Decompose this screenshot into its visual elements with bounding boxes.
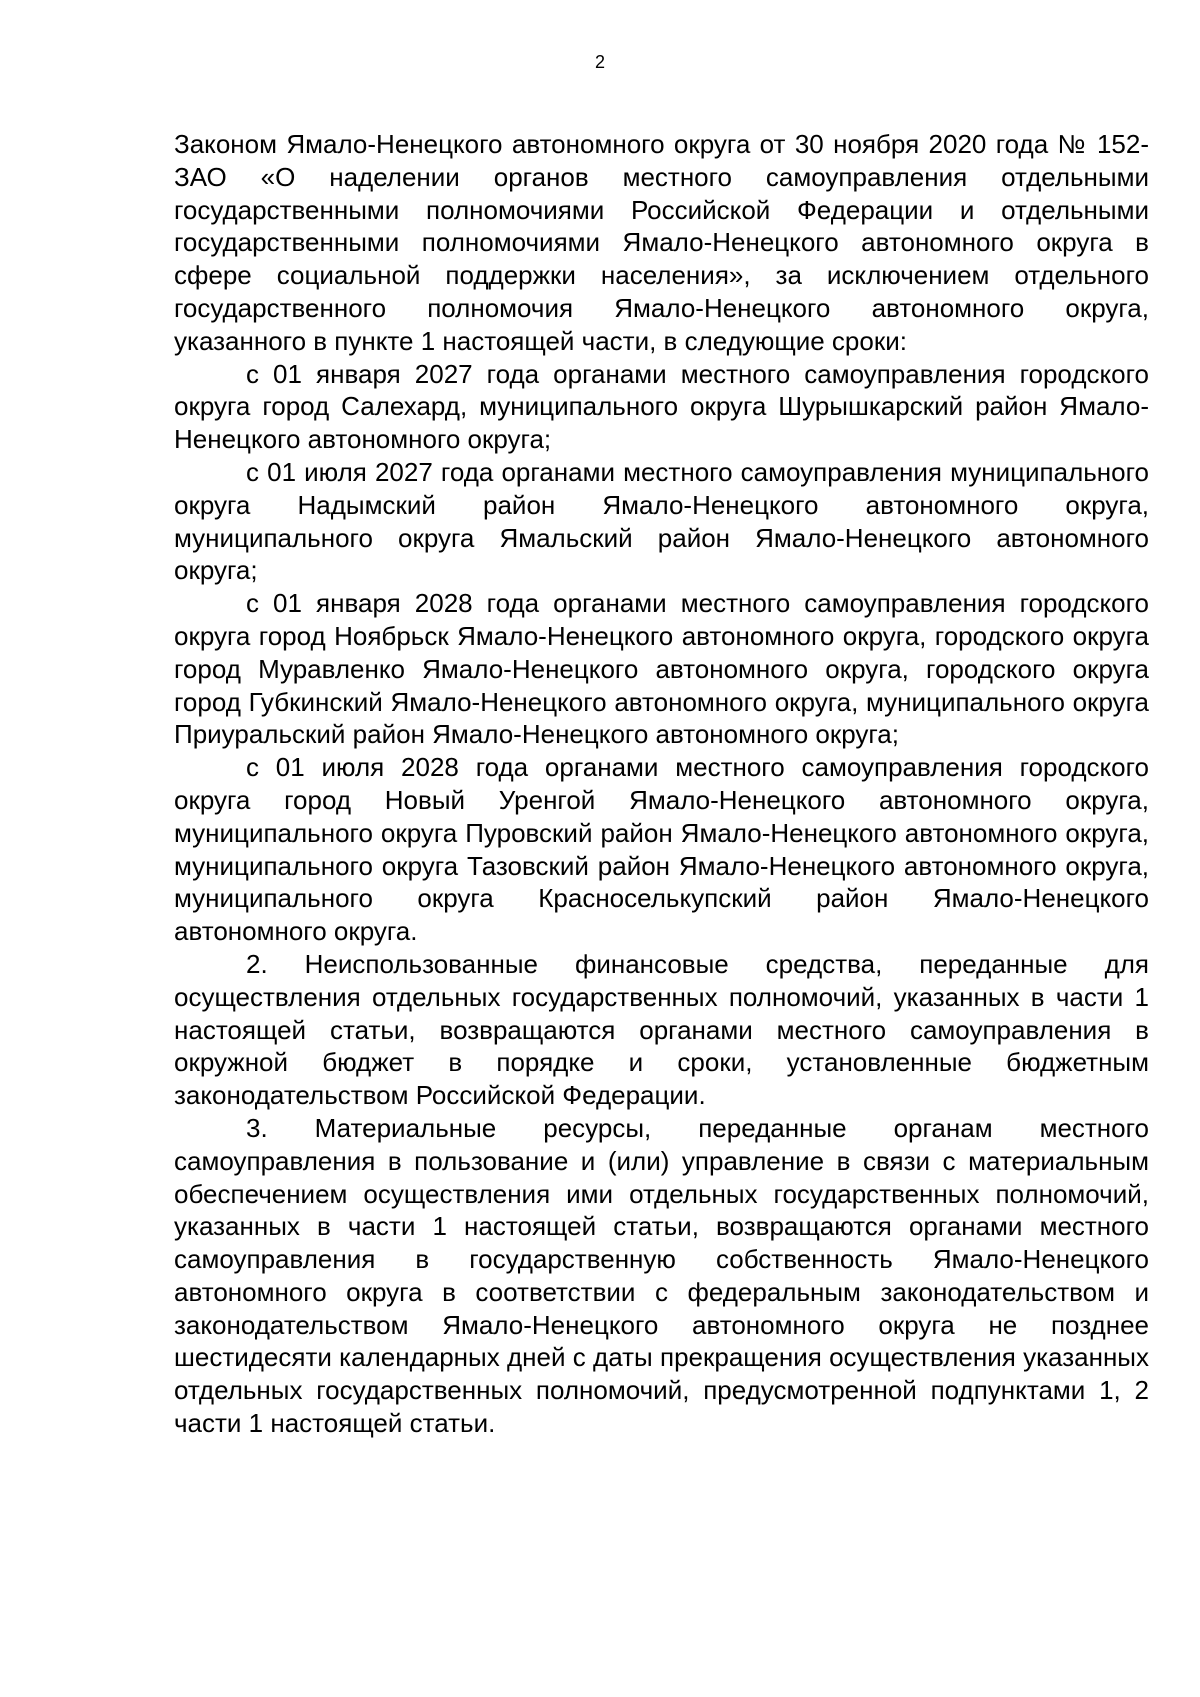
paragraph-continuation: Законом Ямало-Ненецкого автономного округа от 30 ноября 2020 года № 152-ЗАО «О наделении органов местного самоуправления отдельными государственными полномочиями Российской Федерации и отдельными государственными полномочиями Ямало-Ненецкого автономного округа в сфере социальной поддержки населения», за исключением отдельного государственного полномочия Ямало-Ненецкого автономного округа, указанного в пункте 1 настоящей части, в следующие сроки: bbox=[174, 129, 1149, 356]
paragraph-part-3: 3. Материальные ресурсы, переданные органам местного самоуправления в пользование и (или) управление в связи с материальным обеспечением осуществления ими отдельных государственных полномочий, указанных в части 1 настоящей статьи, возвращаются органами местного самоуправления в государственную собственность Ямало-Ненецкого автономного округа в соответствии с федеральным законодательством и законодательством Ямало-Ненецкого автономного округа не позднее шестидесяти календарных дней с даты прекращения осуществления указанных отдельных государственных полномочий, предусмотренной подпунктами 1, 2 части 1 настоящей статьи. bbox=[174, 1112, 1149, 1439]
paragraph-deadline-january-2027: с 01 января 2027 года органами местного самоуправления городского округа город Салехард, муниципального округа Шурышкарский район Ямало-Ненецкого автономного округа; bbox=[174, 358, 1149, 455]
document-body bbox=[174, 128, 1149, 1440]
paragraph-deadline-july-2027: с 01 июля 2027 года органами местного самоуправления муниципального округа Надымский район Ямало-Ненецкого автономного округа, муниципального округа Ямальский район Ямало-Ненецкого автономного округа; bbox=[174, 456, 1149, 586]
page-number: 2 bbox=[594, 52, 605, 72]
paragraph-deadline-january-2028: с 01 января 2028 года органами местного самоуправления городского округа город Ноябрьск Ямало-Ненецкого автономного округа, городского округа город Муравленко Ямало-Ненецкого автономного округа, городского округа город Губкинский Ямало-Ненецкого автономного округа, муниципального округа Приуральский район Ямало-Ненецкого автономного округа; bbox=[174, 588, 1149, 750]
paragraph-part-2: 2. Неиспользованные финансовые средства, переданные для осуществления отдельных государственных полномочий, указанных в части 1 настоящей статьи, возвращаются органами местного самоуправления в окружной бюджет в порядке и сроки, установленные бюджетным законодательством Российской Федерации. bbox=[174, 948, 1149, 1111]
paragraph-deadline-july-2028: с 01 июля 2028 года органами местного самоуправления городского округа город Новый Уренгой Ямало-Ненецкого автономного округа, муниципального округа Пуровский район Ямало-Ненецкого автономного округа, муниципального округа Тазовский район Ямало-Ненецкого автономного округа, муниципального округа Красноселькупский район Ямало-Ненецкого автономного округа. bbox=[174, 752, 1149, 947]
